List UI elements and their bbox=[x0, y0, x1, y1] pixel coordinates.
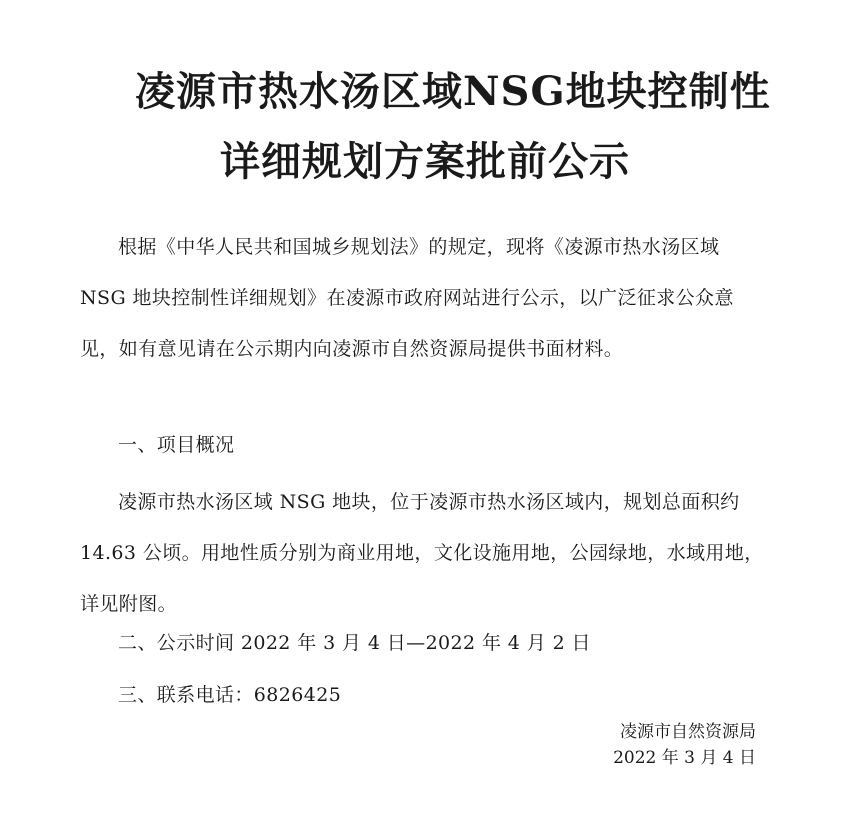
signature-date: 2022 年 3 月 4 日 bbox=[613, 748, 756, 768]
document-title-line-1: 凌源市热水汤区域NSG地块控制性 bbox=[135, 68, 771, 115]
section-contact: 三、联系电话：6826425 bbox=[118, 684, 342, 706]
signature-organization: 凌源市自然资源局 bbox=[620, 722, 756, 742]
section-period: 二、公示时间 2022 年 3 月 4 日—2022 年 4 月 2 日 bbox=[118, 632, 591, 654]
intro-paragraph: 根据《中华人民共和国城乡规划法》的规定，现将《凌源市热水汤区域 NSG 地块控制性详细规划》在凌源市政府网站进行公示，以广泛征求公众意见，如有意见请在公示期内向凌源市自然资源局提供书面材料。 bbox=[80, 236, 734, 360]
section-overview-heading: 一、项目概况 bbox=[118, 434, 235, 456]
document-title-line-2: 详细规划方案批前公示 bbox=[220, 138, 630, 185]
section-overview-body: 凌源市热水汤区域 NSG 地块，位于凌源市热水汤区域内，规划总面积约 14.63 公顷。用地性质分别为商业用地，文化设施用地，公园绿地，水域用地，详见附图。 bbox=[80, 491, 764, 615]
